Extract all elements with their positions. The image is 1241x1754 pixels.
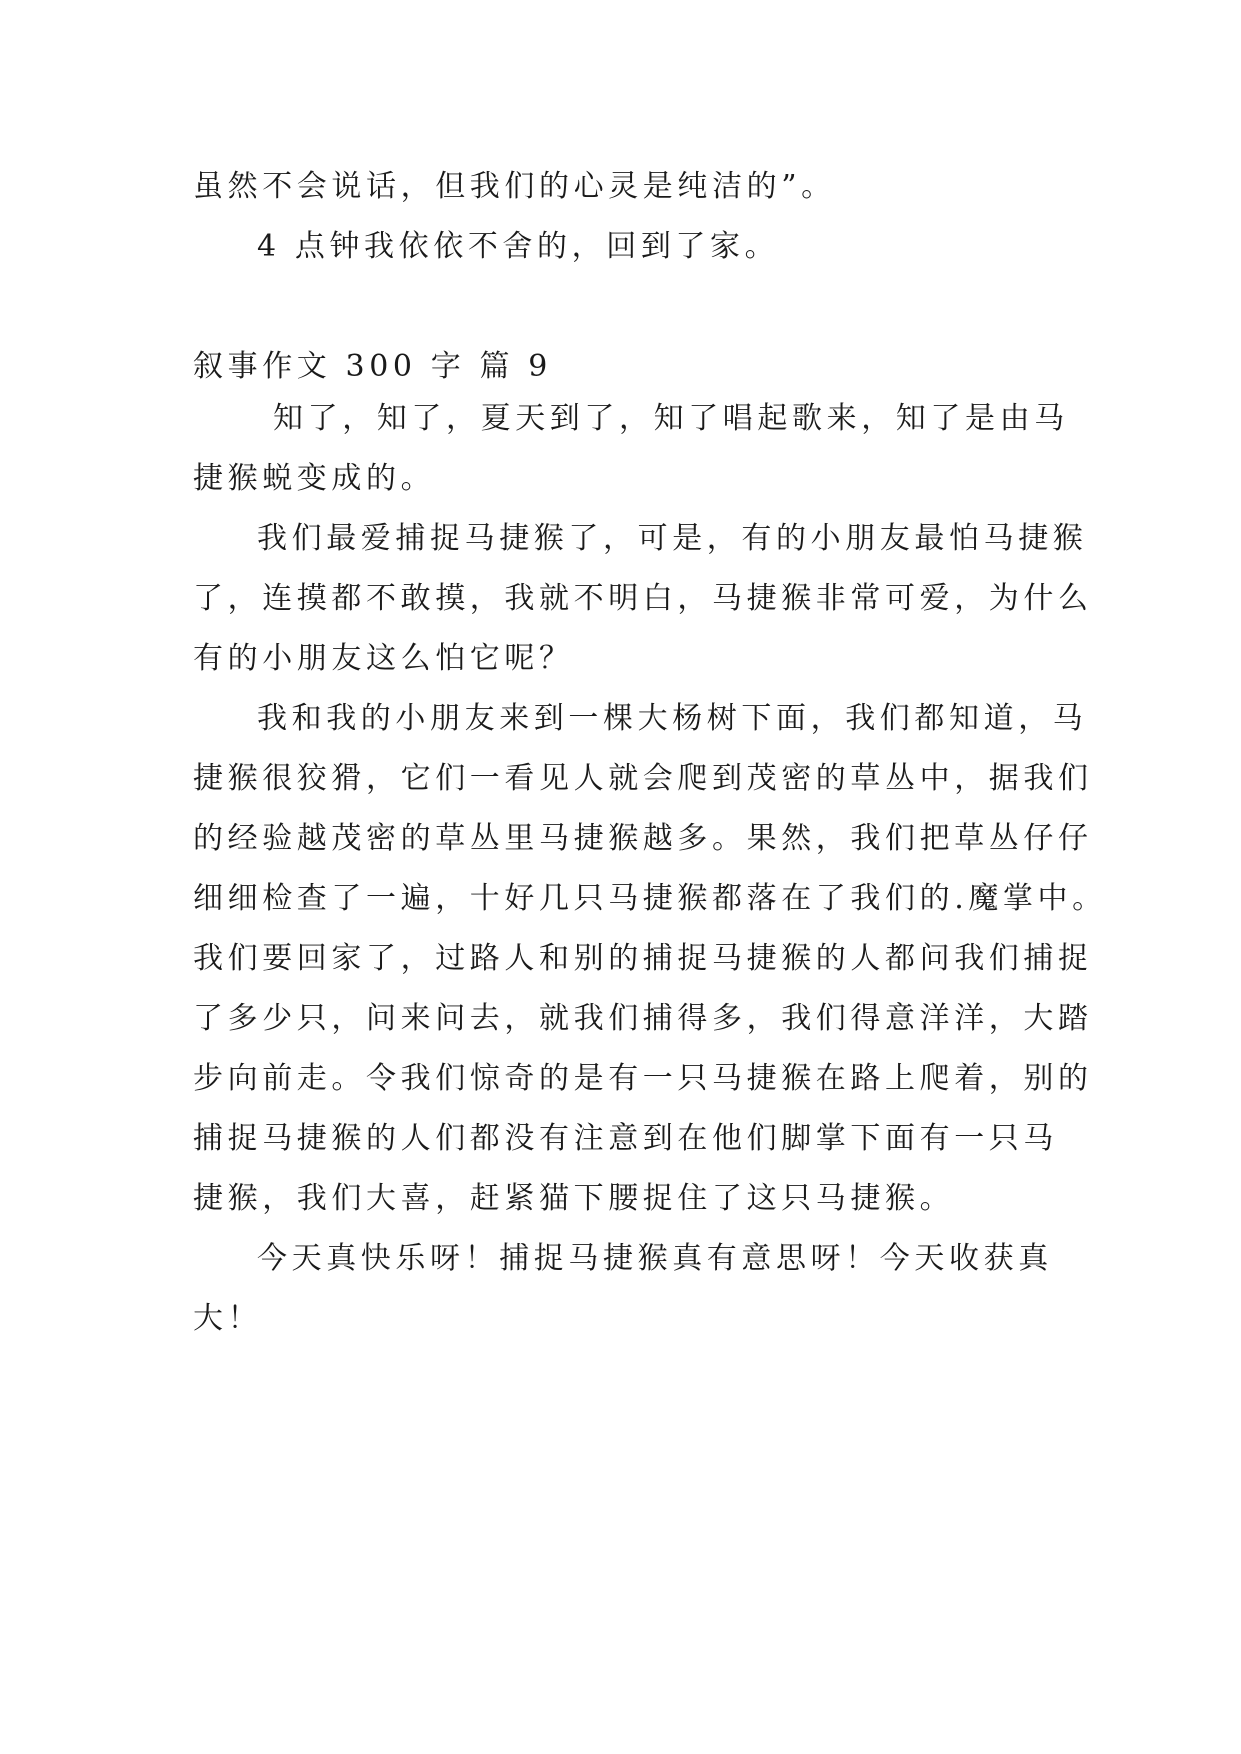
paragraph-line: 捷猴蜕变成的。 [193,461,436,496]
section-heading: 叙事作文 300 字 篇 9 [193,349,552,384]
paragraph-line: 细细检查了一遍，十好几只马捷猴都落在了我们的.魔掌中。 [193,881,1107,916]
paragraph-line: 捕捉马捷猴的人们都没有注意到在他们脚掌下面有一只马 [193,1121,1058,1156]
paragraph-line: 捷猴很狡猾，它们一看见人就会爬到茂密的草丛中，据我们 [193,761,1093,796]
paragraph-line: 我们最爱捕捉马捷猴了，可是，有的小朋友最怕马捷猴 [257,521,1088,556]
paragraph-line: 我和我的小朋友来到一棵大杨树下面，我们都知道，马 [257,701,1088,736]
paragraph-line: 有的小朋友这么怕它呢？ [193,641,574,676]
paragraph-line: 虽然不会说话，但我们的心灵是纯洁的”。 [193,169,836,204]
paragraph-line: 了，连摸都不敢摸，我就不明白，马捷猴非常可爱，为什么 [193,581,1093,616]
paragraph-line: 的经验越茂密的草丛里马捷猴越多。果然，我们把草丛仔仔 [193,821,1093,856]
paragraph-line: 今天真快乐呀！捕捉马捷猴真有意思呀！今天收获真 [257,1241,1053,1276]
paragraph-line: 了多少只，问来问去，就我们捕得多，我们得意洋洋，大踏 [193,1001,1093,1036]
paragraph-line: 4 点钟我依依不舍的，回到了家。 [257,229,780,264]
paragraph-line: 知了，知了，夏天到了，知了唱起歌来，知了是由马 [273,401,1069,436]
paragraph-line: 捷猴，我们大喜，赶紧猫下腰捉住了这只马捷猴。 [193,1181,955,1216]
paragraph-line: 大！ [193,1301,263,1336]
paragraph-line: 步向前走。令我们惊奇的是有一只马捷猴在路上爬着，别的 [193,1061,1093,1096]
paragraph-line: 我们要回家了，过路人和别的捕捉马捷猴的人都问我们捕捉 [193,941,1093,976]
